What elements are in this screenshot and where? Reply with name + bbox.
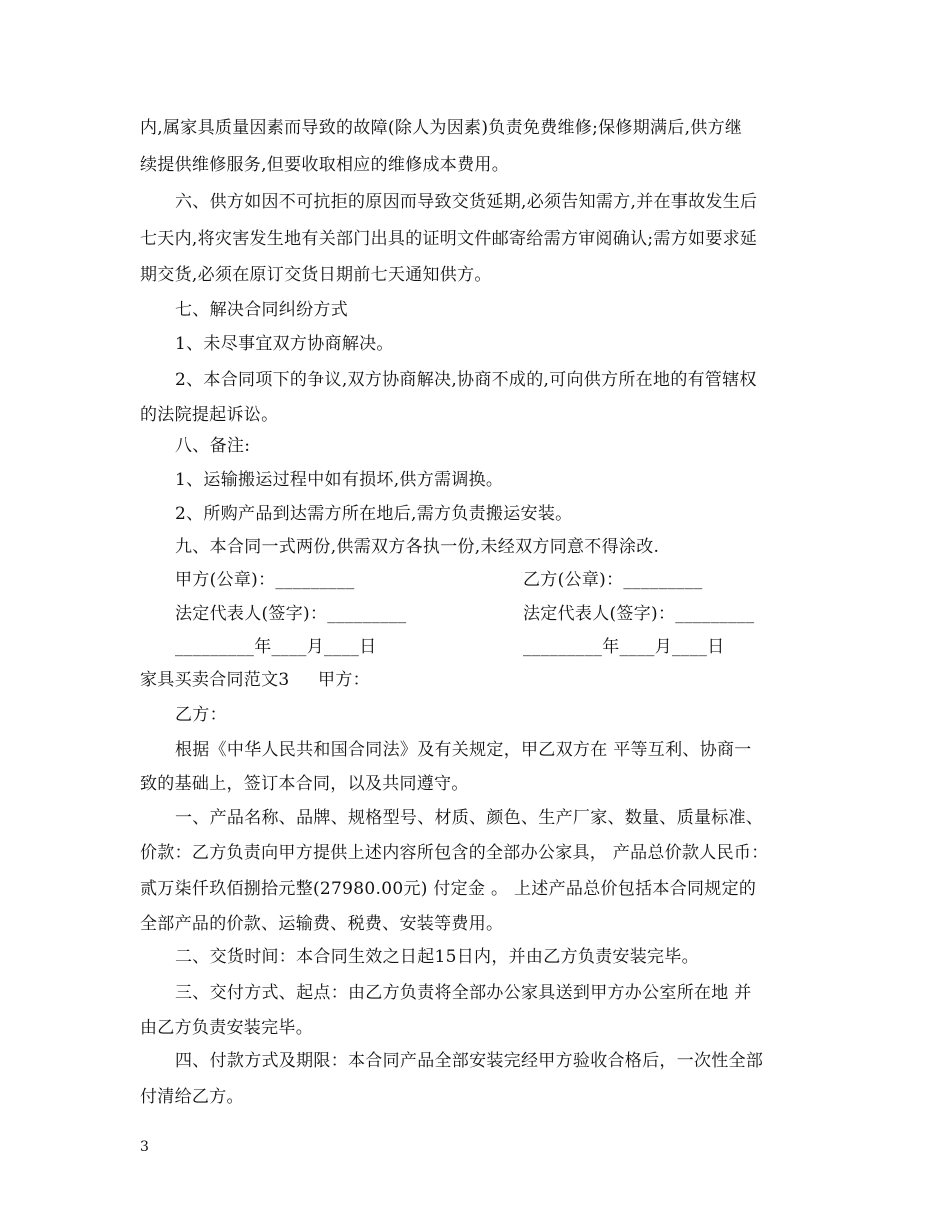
- paragraph-line: 续提供维修服务,但要收取相应的维修成本费用。: [140, 155, 510, 175]
- paragraph-line: 内,属家具质量因素而导致的故障(除人为因素)负责免费维修;保修期满后,供方继: [140, 118, 743, 138]
- section-title: 家具买卖合同范文3 甲方：: [140, 670, 370, 690]
- signature-rep-b: 法定代表人(签字)：_________: [523, 604, 755, 624]
- section-heading: 八、备注:: [175, 436, 251, 456]
- paragraph-line: 六、供方如因不可抗拒的原因而导致交货延期,必须告知需方,并在事故发生后: [175, 192, 758, 212]
- paragraph-line: 2、所购产品到达需方所在地后,需方负责搬运安装。: [175, 504, 573, 524]
- signature-rep-a: 法定代表人(签字)：_________: [175, 604, 407, 624]
- paragraph-line: 九、本合同一式两份,供需双方各执一份,未经双方同意不得涂改.: [175, 537, 660, 557]
- paragraph-line: 二、交货时间：本合同生效之日起15日内，并由乙方负责安装完毕。: [175, 947, 699, 967]
- paragraph-line: 价款：乙方负责向甲方提供上述内容所包含的全部办公家具， 产品总价款人民币：: [140, 843, 769, 863]
- paragraph-line: 三、交付方式、起点：由乙方负责将全部办公家具送到甲方办公室所在地 并: [175, 983, 752, 1003]
- page-number: 3: [140, 1139, 149, 1155]
- paragraph-line: 由乙方负责安装完毕。: [140, 1018, 313, 1038]
- paragraph-line: 付清给乙方。: [140, 1087, 244, 1107]
- paragraph-line: 乙方：: [175, 705, 227, 725]
- signature-date-b: _________年____月____日: [523, 637, 725, 657]
- paragraph-line: 1、运输搬运过程中如有损坏,供方需调换。: [175, 470, 504, 490]
- paragraph-line: 的法院提起诉讼。: [140, 405, 279, 425]
- paragraph-line: 全部产品的价款、运输费、税费、安装等费用。: [140, 914, 504, 934]
- paragraph-line: 期交货,必须在原订交货日期前七天通知供方。: [140, 265, 492, 285]
- paragraph-line: 1、未尽事宜双方协商解决。: [175, 334, 394, 354]
- signature-date-a: _________年____月____日: [175, 637, 377, 657]
- section-heading: 七、解决合同纠纷方式: [175, 300, 348, 320]
- paragraph-line: 七天内,将灾害发生地有关部门出具的证明文件邮寄给需方审阅确认;需方如要求延: [140, 229, 758, 249]
- paragraph-line: 根据《中华人民共和国合同法》及有关规定，甲乙双方在 平等互利、协商一: [175, 740, 752, 760]
- signature-party-b: 乙方(公章)：_________: [523, 570, 703, 590]
- signature-party-a: 甲方(公章)：_________: [175, 570, 355, 590]
- paragraph-line: 贰万柒仟玖佰捌拾元整(27980.00元) 付定金 。 上述产品总价包括本合同规定的: [140, 879, 757, 899]
- paragraph-line: 一、产品名称、品牌、规格型号、材质、颜色、生产厂家、数量、质量标准、: [175, 808, 764, 828]
- paragraph-line: 2、本合同项下的争议,双方协商解决,协商不成的,可向供方所在地的有管辖权: [175, 370, 757, 390]
- paragraph-line: 四、付款方式及期限：本合同产品全部安装完经甲方验收合格后，一次性全部: [175, 1051, 764, 1071]
- paragraph-line: 致的基础上，签订本合同，以及共同遵守。: [140, 774, 469, 794]
